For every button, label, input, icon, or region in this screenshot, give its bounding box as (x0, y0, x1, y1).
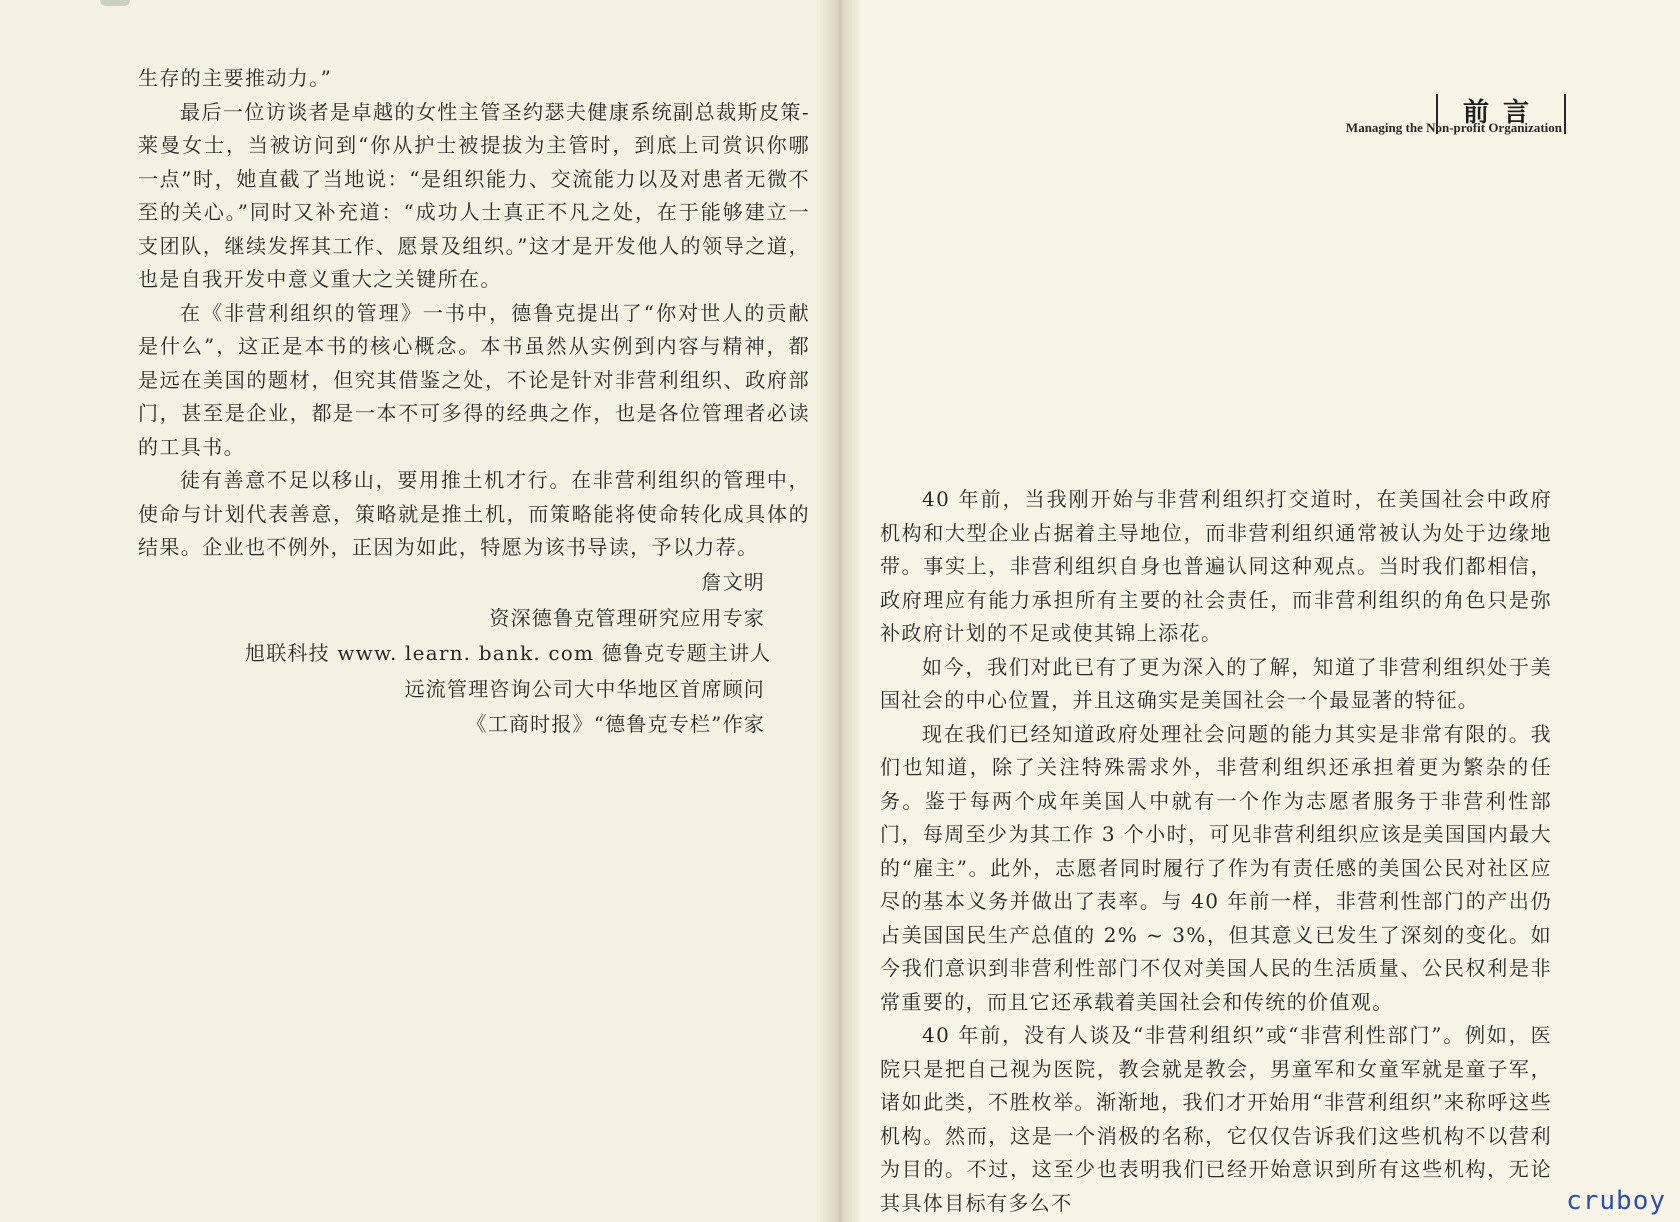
right-paragraph: 现在我们已经知道政府处理社会问题的能力其实是非常有限的。我们也知道，除了关注特殊需求外，非营利组织还承担着更为繁杂的任务。鉴于每两个成年美国人中就有一个作为志愿者服务于非营利性部门，每周至少为其工作 3 个小时，可见非营利组织应该是美国国内最大的“雇主”。此外，志愿者同时履行了作为有责任感的美国公民对社区应尽的基本义务并做出了表率。与 40 年前一样，非营利性部门的产出仍占美国国民生产总值的 2% ~ 3%，但其意义已发生了深刻的变化。如今我们意识到非营利性部门不仅对美国人民的生活质量、公民权利是非常重要的，而且它还承载着美国社会和传统的价值观。 (880, 721, 1552, 1014)
author-credential: 旭联科技 www. learn. bank. com 德鲁克专题主讲人 (245, 641, 772, 665)
author-signature-block (245, 565, 772, 743)
right-paragraph: 40 年前，没有人谈及“非营利组织”或“非营利性部门”。例如，医院只是把自己视为医院，教会就是教会，男童军和女童军就是童子军，诸如此类，不胜枚举。渐渐地，我们才开始用“非营利组织”来称呼这些机构。然而，这是一个消极的名称，它仅仅告诉我们这些机构不以营利为目的。不过，这至少也表明我们已经开始意识到所有这些机构，无论其具体目标有多么不 (880, 1023, 1552, 1215)
book-gutter (820, 0, 860, 1222)
chapter-header (1330, 88, 1570, 138)
scan-watermark: cruboy (1566, 1186, 1666, 1216)
page-corner-mark (100, 0, 130, 6)
left-paragraph: 徒有善意不足以移山，要用推土机才行。在非营利组织的管理中，使命与计划代表善意，策略就是推土机，而策略能将使命转化成具体的结果。企业也不例外，正因为如此，特愿为该书导读，予以力荐。 (138, 468, 810, 559)
author-credential: 《工商时报》“德鲁克专栏”作家 (466, 712, 765, 736)
left-page-body (138, 62, 810, 565)
book-subtitle: Managing the Non-profit Organization (1345, 120, 1562, 135)
right-paragraph: 如今，我们对此已有了更为深入的了解，知道了非营利组织处于美国社会的中心位置，并且这确实是美国社会一个最显著的特征。 (880, 654, 1552, 712)
right-paragraph: 40 年前，当我刚开始与非营利组织打交道时，在美国社会中政府机构和大型企业占据着主导地位，而非营利组织通常被认为处于边缘地带。事实上，非营利组织自身也普遍认同这种观点。当时我们都相信，政府理应有能力承担所有主要的社会责任，而非营利组织的角色只是弥补政府计划的不足或使其锦上添花。 (880, 487, 1552, 645)
right-page-body (880, 483, 1552, 1220)
left-paragraph: 生存的主要推动力。” (138, 66, 333, 90)
author-credential: 资深德鲁克管理研究应用专家 (489, 605, 765, 630)
left-paragraph: 最后一位访谈者是卓越的女性主管圣约瑟夫健康系统副总裁斯皮策-莱曼女士，当被访问到“你从护士被提拔为主管时，到底上司赏识你哪一点”时，她直截了当地说：“是组织能力、交流能力以及对患者无微不至的关心。”同时又补充道：“成功人士真正不凡之处，在于能够建立一支团队，继续发挥其工作、愿景及组织。”这才是开发他人的领导之道，也是自我开发中意义重大之关键所在。 (138, 99, 810, 291)
author-credential: 远流管理咨询公司大中华地区首席顾问 (404, 676, 765, 701)
chapter-title: 前言 (1462, 98, 1543, 128)
header-rule-right (1564, 94, 1566, 134)
left-paragraph: 在《非营利组织的管理》一书中，德鲁克提出了“你对世人的贡献是什么”，这正是本书的核心概念。本书虽然从实例到内容与精神，都是远在美国的题材，但究其借鉴之处，不论是针对非营利组织、政府部门，甚至是企业，都是一本不可多得的经典之作，也是各位管理者必读的工具书。 (138, 300, 810, 459)
author-name: 詹文明 (701, 570, 765, 594)
